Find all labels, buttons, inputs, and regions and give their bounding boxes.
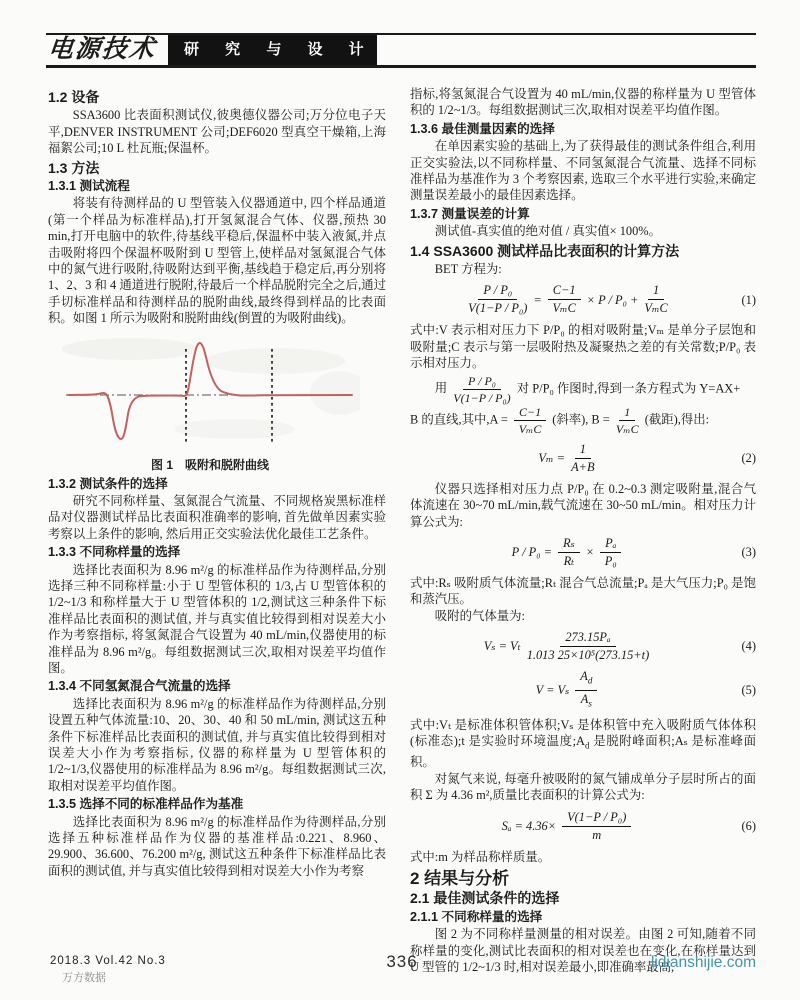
issue-info: 2018.3 Vol.42 No.3 <box>50 955 166 967</box>
right-column <box>410 86 756 975</box>
paragraph-test-conditions: 研究不同称样量、氢氮混合气流量、不同规格炭黑标准样品对仪器测试样品比表面积准确率的影响, 首先做单因素实验考察以上条件的影响, 然后用正交实验法优化最佳工艺条件。 <box>48 493 386 541</box>
journal-logo: 电源技术 <box>46 36 158 63</box>
page-footer <box>48 950 756 990</box>
paragraph-bet-plot: 用 $\frac{\text{P / P₀}}{\text{V(1−P / P₀)}}$ 对 P/P₀ 作图时,得到一条方程式为 Y=AX+ B 的直线,其中,A = $\frac{C-1}{\text{VₘC}}$ (斜率), B = $\frac{1}{\text{VₘC}}$ (截距),得出: <box>410 373 741 436</box>
paragraph-adsorbed-intro: 吸附的气体量为: <box>434 608 525 623</box>
heading-1-3-5: 1.3.5 选择不同的标准样品作为基准 <box>48 797 244 812</box>
heading-1-3-6: 1.3.6 最佳测量因素的选择 <box>410 121 555 136</box>
figure-1-caption: 图 1 吸附和脱附曲线 <box>150 458 269 473</box>
equation-1-number: (1) <box>741 292 756 307</box>
equation-2-number: (2) <box>741 450 756 465</box>
heading-1-4: 1.4 SSA3600 测试样品比表面积的计算方法 <box>410 242 680 259</box>
heading-1-3-3: 1.3.3 不同称样量的选择 <box>48 545 181 560</box>
paragraph-sample-mass: 选择比表面积为 8.96 m²/g 的标准样品作为待测样品,分别选择三种不同称样量:小于 U 型管体积的 1/3,占 U 型管体积的 1/2~1/3 和称样量大于 U 型管体积的 1/2,测试这三种条件下标准样品比表面积的测试值, 并与真实值比较得到相对误差大小作为考察指标, 将氢氮混合气设置为 40 mL/min,仪器使用的标准样品为 8.96 m²/g。每组数据测试三次,取相对误差平均值作图。 <box>48 562 386 675</box>
page-number: 336 <box>386 952 418 971</box>
wanfang-watermark: 万方数据 <box>62 972 106 984</box>
equation-6: Sₐ = 4.36× $\frac{\text{V(1−P / P₀)}}{m}$ (6) <box>501 809 756 842</box>
paragraph-standard-sample: 选择比表面积为 8.96 m²/g 的标准样品作为待测样品,分别选择五种标准样品作为仪器的基准样品:0.221、8.960、29.900、36.600、76.200 m²/g, 测试这五种条件下标准样品比表面积的测试值, 并与真实值比较得到相对误差大小作为考察 <box>48 814 386 878</box>
section-banner: 研 究 与 设 计 <box>168 35 377 65</box>
equation-6-number: (6) <box>741 818 756 833</box>
heading-1-3-7: 1.3.7 测量误差的计算 <box>410 206 530 221</box>
paragraph-eq1-note: 式中:V 表示相对压力下 P/P₀ 的相对吸附量;Vₘ 是单分子层饱和吸附量;C 表示与第一层吸附热及凝聚热之差的有关常数;P/P₀ 表示相对压力。 <box>410 323 756 371</box>
heading-1-3: 1.3 方法 <box>48 159 100 176</box>
equation-4-number: (4) <box>741 639 756 654</box>
equation-3: P / P₀ = $\frac{\text{Rₛ}}{\text{Rₜ}}$ × $\frac{\text{Pₐ}}{\text{P₀}}$ (3) <box>511 535 756 568</box>
heading-1-3-4: 1.3.4 不同氢氮混合气流量的选择 <box>48 679 231 694</box>
adsorption-desorption-plot <box>60 333 360 451</box>
equation-5: V = Vₛ $\frac{A_d}{A_s}$ (5) <box>535 669 756 709</box>
paragraph-eq6-note: 式中:m 为样品称样质量。 <box>410 849 551 864</box>
paragraph-continuation: 指标,将氢氮混合气设置为 40 mL/min,仪器的称样量为 U 型管体积的 1/2~1/3。每组数据测试三次,取相对误差平均值作图。 <box>410 87 756 118</box>
figure-1 <box>60 333 360 474</box>
paragraph-bet-intro: BET 方程为: <box>434 262 502 277</box>
equation-5-number: (5) <box>741 682 756 697</box>
heading-1-3-2: 1.3.2 测试条件的选择 <box>48 476 168 491</box>
left-column <box>48 86 386 879</box>
heading-2-1: 2.1 最佳测试条件的选择 <box>410 890 560 907</box>
equation-1: $\frac{\text{P / P₀}}{\text{V(1−P / P₀)}}$ = $\frac{C-1}{\text{VₘC}}$ × P / P₀ + $\frac{1}{\text{VₘC}}$ (1) <box>468 283 756 316</box>
heading-2-1-1: 2.1.1 不同称样量的选择 <box>410 909 543 924</box>
equation-4: Vₛ = Vₜ $\frac{\text{273.15Pₐ}}{\text{1.013 25×10⁵(273.15+t)}}$ (4) <box>483 630 756 663</box>
equation-2: Vₘ = $\frac{1}{A+B}$ (2) <box>538 441 756 474</box>
heading-1-2: 1.2 设备 <box>48 89 100 105</box>
paragraph-orthogonal: 在单因素实验的基础上,为了获得最佳的测试条件组合,利用正交实验法,以不同称样量、不同氢氮混合气流量、选择不同标准样品为基准作为 3 个考察因素, 选取三个水平进行实验,来确定测量误差最小的最佳因素选择。 <box>410 139 756 203</box>
paragraph-equipment: SSA3600 比表面积测试仪,彼奥德仪器公司;万分位电子天平,DENVER INSTRUMENT 公司;DEF6020 型真空干燥箱,上海福絮公司;10 L 杜瓦瓶;保温杯。 <box>48 108 386 156</box>
paragraph-result-mass: 图 2 为不同称样量测量的相对误差。由图 2 可知,随着不同称样量的变化,测试比表面积的相对误差也在变化,在称样量达到 U 型管的 1/2~1/3 时,相对误差最小,即准确率最高, <box>410 927 756 974</box>
paragraph-relative-pressure: 仪器只选择相对压力点 P/P₀ 在 0.2~0.3 测定吸附量,混合气体流速在 30~70 mL/min,载气流速在 30~50 mL/min。相对压力计算公式为: <box>410 481 756 529</box>
heading-2: 2 结果与分析 <box>410 868 510 888</box>
paragraph-test-procedure: 将装有待测样品的 U 型管装入仪器通道中, 四个样品通道(第一个样品为标准样品),打开氢氮混合气体、仪器,预热 30 min,打开电脑中的软件,待基线平稳后,保温杯中装入液氮,并点击吸附将四个保温杯吸附到 U 型管上,使样品对氢氮混合气体中的氮气进行吸附,待吸附达到平衡,基线趋于稳定后,再分别将 1、2、3 和 4 通道进行脱附,待最后一个样品脱附完全之后,通过手切标准样品和待测样品的脱附曲线,最终得到样品的比表面积。如图 1 所示为吸附和脱附曲线(倒置的为吸附曲线)。 <box>48 196 386 326</box>
paragraph-eq3-note: 式中:Rₛ 吸附质气体流量;Rₜ 混合气总流量;Pₐ 是大气压力;P₀ 是饱和蒸汽压。 <box>410 575 756 607</box>
paragraph-eq45-note: 式中:Vₜ 是标准体积管体积;Vₛ 是体积管中充入吸附质气体体积(标准态);t 是实验时环境温度$;A_d$ 是脱附峰面积;Aₛ 是标准峰面积。 <box>410 718 756 770</box>
paragraph-nitrogen: 对氮气来说, 每毫升被吸附的氮气铺成单分子层时所占的面积 Σ 为 4.36 m²,质量比表面积的计算公式为: <box>410 771 756 803</box>
equation-3-number: (3) <box>741 545 756 560</box>
paragraph-gas-flow: 选择比表面积为 8.96 m²/g 的标准样品作为待测样品,分别设置五种气体流量:10、20、30、40 和 50 mL/min, 测试这五种条件下标准样品比表面积的测试值, 并与真实值比较得到相对误差大小作为考察指标, 仪器的称样量为 U 型管体积的 1/2~1/3,仪器使用的标准样品为 8.96 m²/g。每组数据测试三次,取相对误差平均值作图。 <box>48 696 386 793</box>
paragraph-error-formula: 测试值-真实值的绝对值 / 真实值× 100%。 <box>434 224 662 239</box>
scan-smudges <box>62 338 360 439</box>
heading-1-3-1: 1.3.1 测试流程 <box>48 179 130 194</box>
journal-header <box>46 33 756 68</box>
journal-website-link[interactable]: lidianshijie.com <box>650 954 756 971</box>
